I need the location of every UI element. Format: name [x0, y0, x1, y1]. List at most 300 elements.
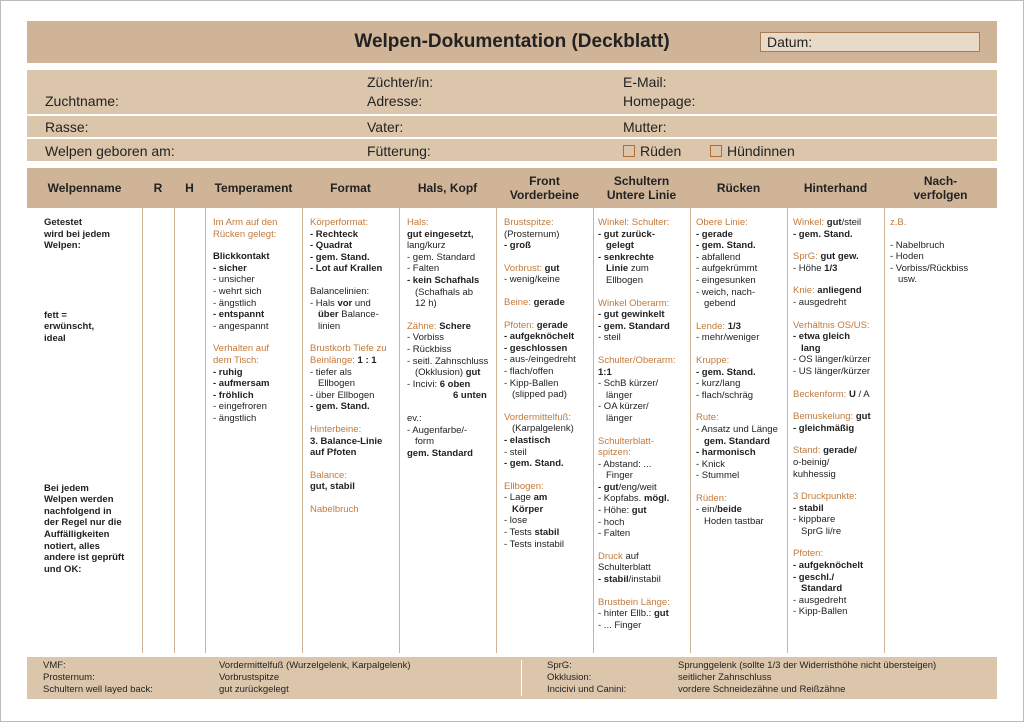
section-heading — [793, 389, 883, 401]
column-divider — [884, 168, 885, 653]
list-item: - seitl. Zahnschluss — [407, 355, 489, 367]
list-item: - gem. Stand. — [793, 228, 853, 240]
list-item: - kein Schafhals — [407, 274, 480, 286]
list-item: - OS länger/kürzer — [793, 354, 871, 366]
list-item: lang — [801, 342, 821, 354]
list-item: gem. Standard — [407, 447, 473, 459]
text: 1/3 — [824, 262, 838, 274]
list-item: - ängstlich — [213, 412, 257, 424]
text: zum — [630, 263, 649, 275]
list-item: - aus-/eingedreht — [504, 354, 576, 366]
text: stabil — [534, 527, 560, 539]
list-item: - Vorbiss/Rückbiss — [890, 262, 969, 274]
section-heading — [310, 355, 398, 367]
text: SprG: — [793, 251, 818, 263]
list-item: (Prosternum) — [504, 228, 560, 240]
section-heading: Brustspitze: — [504, 217, 554, 228]
list-item: - weich, nach- — [696, 286, 756, 298]
col-hinterhand-header: Hinterhand — [803, 181, 868, 195]
list-item: - Rechteck — [310, 228, 359, 240]
welpen-note-line: der Regel nur die — [44, 517, 122, 529]
section-heading: Verhalten auf — [213, 343, 269, 355]
rasse-label: Rasse: — [45, 119, 89, 135]
list-item: Körper — [512, 503, 544, 515]
column-divider — [142, 168, 143, 653]
date-field[interactable]: Datum: — [760, 32, 980, 52]
list-item: - steil — [598, 332, 621, 344]
list-item: gem. Standard — [704, 435, 770, 447]
list-item: - gem. Standard — [598, 320, 670, 332]
text: Stand: — [793, 445, 821, 457]
text: und — [354, 297, 371, 309]
text: /steil — [841, 217, 862, 228]
text: anliegend — [817, 285, 862, 297]
welpen-note-line: wird bei jedem — [44, 228, 110, 240]
list-item: - Vorbiss — [407, 332, 444, 344]
glossary-definition: Vorbrustspitze — [219, 672, 280, 683]
text: auf — [625, 550, 639, 562]
list-item: - flach/offen — [504, 365, 554, 377]
section-heading: Obere Linie: — [696, 217, 748, 228]
text: 6 oben — [439, 378, 471, 390]
welpen-note-line: ideal — [44, 332, 66, 344]
info-row-breeder — [27, 70, 997, 114]
table-header — [27, 168, 997, 208]
text: - Lage — [504, 492, 531, 504]
text: gut — [544, 262, 560, 274]
column-divider — [787, 168, 788, 653]
welpen-note-line: Auffälligkeiten — [44, 528, 110, 540]
list-item: auf Pfoten — [310, 447, 357, 459]
list-item: - Falten — [598, 528, 631, 540]
list-item: - geschl./ — [793, 571, 835, 583]
welpen-note-line: fett = — [44, 309, 67, 321]
list-item: - aufgeknöchelt — [793, 560, 864, 572]
section-heading: Winkel Oberarm: — [598, 297, 670, 309]
section-heading: Rücken gelegt: — [213, 228, 277, 240]
text: Druck — [598, 550, 623, 562]
section-heading: Körperformat: — [310, 217, 369, 228]
section-heading — [504, 297, 592, 309]
footer-glossary — [27, 657, 997, 699]
text: - Incivi: — [407, 378, 438, 390]
welpen-note-line: Welpen: — [44, 240, 81, 252]
list-item: - US länger/kürzer — [793, 365, 871, 377]
section-heading: dem Tisch: — [213, 354, 259, 366]
section-heading: Ellbogen: — [504, 480, 544, 492]
column-divider — [593, 168, 594, 653]
list-item: Hoden tastbar — [704, 516, 764, 528]
glossary-term: Incicivi und Canini: — [547, 684, 627, 695]
list-item: Finger — [606, 470, 633, 482]
glossary-term: VMF: — [43, 660, 66, 671]
section-heading — [793, 445, 883, 457]
list-item: gut eingesetzt, — [407, 228, 474, 240]
list-item: - elastisch — [504, 434, 551, 446]
page-title: Welpen-Dokumentation (Deckblatt) — [354, 31, 670, 52]
zuchtname-label: Zuchtname: — [45, 93, 119, 109]
col-schultern — [598, 217, 688, 631]
welpen-note-line: andere ist geprüft — [44, 552, 125, 564]
list-item: - ausgedreht — [793, 594, 847, 606]
text: über — [318, 309, 339, 321]
list-item: - Knick — [696, 458, 726, 470]
section-heading — [598, 551, 688, 563]
welpen-note-line: Welpen werden — [44, 494, 114, 506]
list-item: Ellbogen — [318, 378, 355, 390]
section-heading: Kruppe: — [696, 354, 730, 366]
list-item: - wehrt sich — [213, 285, 262, 297]
list-item: (Karpalgelenk) — [512, 423, 574, 435]
info-row-birth — [27, 139, 997, 161]
glossary-term: Schultern well layed back: — [43, 684, 153, 695]
col-format-header: Format — [330, 181, 371, 195]
text: gut — [826, 217, 842, 228]
section-heading — [793, 251, 883, 263]
list-item: - Nabelbruch — [890, 239, 945, 251]
section-heading: Brustkorb Tiefe zu — [310, 343, 387, 355]
list-item: - SchB kürzer/ — [598, 378, 659, 390]
list-item — [598, 263, 688, 275]
list-item: - stabil — [793, 502, 824, 514]
list-item: - ... Finger — [598, 619, 642, 631]
list-item: gut, stabil — [310, 481, 355, 493]
list-item: 1:1 — [598, 366, 612, 378]
col-nachverfolgen — [890, 217, 990, 286]
text: - hinter Ellb.: — [598, 608, 652, 620]
section-heading: Hals: — [407, 217, 429, 228]
col-welpenname-header: Welpenname — [47, 181, 122, 195]
list-item: - gem. Standard — [407, 251, 476, 263]
section-heading: 3 Druckpunkte: — [793, 491, 857, 503]
text: - Höhe — [793, 262, 822, 274]
col-nach-line2: verfolgen — [913, 188, 968, 202]
text: beide — [717, 504, 742, 516]
list-item — [310, 298, 398, 310]
col-format — [310, 217, 398, 515]
list-item: - mehr/weniger — [696, 332, 760, 344]
section-heading: Schulterblatt- — [598, 435, 654, 447]
list-item: - gut zurück- — [598, 228, 655, 240]
section-heading — [504, 320, 592, 332]
list-item: - angespannt — [213, 320, 269, 332]
list-item: - harmonisch — [696, 447, 756, 459]
list-item: - ausgedreht — [793, 296, 847, 308]
text: - ein/ — [696, 504, 718, 516]
section-heading: Pfoten: — [793, 548, 824, 560]
list-item: - kippbare — [793, 514, 836, 526]
list-item: 12 h) — [415, 298, 437, 310]
text: Vorbrust: — [504, 262, 543, 274]
homepage-label: Homepage: — [623, 93, 696, 109]
column-divider — [302, 168, 303, 653]
section-heading — [696, 321, 786, 333]
email-label: E-Mail: — [623, 74, 667, 90]
text: mögl. — [643, 493, 670, 505]
col-welpenname — [44, 217, 139, 575]
section-heading: Balancelinien: — [310, 285, 370, 297]
section-heading: Im Arm auf den — [213, 217, 278, 228]
list-item: - Quadrat — [310, 240, 353, 252]
list-item: Ellbogen — [606, 274, 643, 286]
section-heading: Balance: — [310, 469, 347, 481]
column-divider — [205, 168, 206, 653]
list-item: - Kipp-Ballen — [504, 377, 559, 389]
list-item: 3. Balance-Linie — [310, 435, 383, 447]
glossary-term: SprG: — [547, 660, 572, 671]
section-heading: Rüden: — [696, 492, 727, 504]
col-ruecken-header: Rücken — [716, 181, 761, 195]
footer-divider — [521, 660, 522, 696]
text: 1 : 1 — [357, 354, 377, 366]
list-item: - ruhig — [213, 366, 243, 378]
list-item: - unsicher — [213, 274, 255, 286]
text: Beine: — [504, 296, 531, 308]
text: gerade — [536, 319, 568, 331]
glossary-term: Okklusion: — [547, 672, 592, 683]
text: Pfoten: — [504, 319, 535, 331]
list-item: kuhhessig — [793, 468, 836, 480]
text: gut — [465, 367, 481, 379]
list-item: - gem. Stand. — [310, 401, 370, 413]
info-row-breed — [27, 116, 997, 137]
text: Beinlänge: — [310, 354, 355, 366]
col-r-header: R — [153, 181, 163, 195]
section-heading: Nabelbruch — [310, 503, 359, 515]
welpen-note-line: notiert, alles — [44, 540, 100, 552]
list-item — [793, 263, 883, 275]
text: (Okklusion) — [415, 367, 464, 379]
section-heading: Rute: — [696, 412, 719, 424]
glossary-definition: gut zurückgelegt — [219, 684, 289, 695]
col-schultern-header — [593, 168, 690, 208]
glossary-definition: Sprunggelenk (sollte 1/3 der Widerristhöhe nicht übersteigen) — [678, 660, 937, 671]
col-front — [504, 217, 592, 550]
text: gut — [653, 608, 669, 620]
list-item — [696, 504, 786, 516]
section-heading: Blickkontakt — [213, 251, 270, 263]
glossary-definition: Vordermittelfuß (Wurzelgelenk, Karpalgelenk) — [219, 660, 411, 671]
text: gerade/ — [823, 445, 857, 457]
list-item — [504, 527, 592, 539]
list-item: - gut gewinkelt — [598, 309, 665, 321]
text: - Höhe: — [598, 505, 630, 517]
list-item: gelegt — [606, 240, 634, 252]
list-item: Standard — [801, 583, 843, 595]
list-item: - lose — [504, 515, 528, 527]
list-item: lang/kurz — [407, 240, 446, 252]
list-item: - gem. Stand. — [310, 251, 370, 263]
text: gerade — [533, 296, 565, 308]
list-item: - geschlossen — [504, 342, 568, 354]
list-item: - senkrechte — [598, 251, 654, 263]
text: 1/3 — [727, 320, 741, 332]
text: gut — [855, 411, 871, 423]
welpen-note-line: Bei jedem — [44, 482, 89, 494]
section-heading — [504, 263, 592, 275]
section-heading — [407, 321, 495, 333]
text: /eng/weit — [618, 481, 657, 493]
text: U — [848, 388, 856, 400]
section-heading — [793, 285, 883, 297]
col-nach-line1: Nach- — [923, 174, 958, 188]
geboren-label: Welpen geboren am: — [45, 143, 175, 159]
welpen-note-line: nachfolgend in — [44, 505, 112, 517]
list-item: - flach/schräg — [696, 389, 754, 401]
list-item: - gleichmäßig — [793, 422, 855, 434]
list-item: - Lot auf Krallen — [310, 263, 383, 275]
text: Lende: — [696, 320, 726, 332]
text: Knie: — [793, 285, 815, 297]
text: Schere — [439, 320, 471, 332]
list-item: - Ansatz und Länge — [696, 423, 778, 435]
list-item — [598, 493, 688, 505]
list-item: - Augenfarbe/- — [407, 424, 468, 436]
col-schultern-line2: Untere Linie — [606, 188, 677, 202]
list-item: - eingefroren — [213, 401, 267, 413]
welpen-note-line: erwünscht, — [44, 321, 95, 333]
col-h-header: H — [185, 181, 194, 195]
glossary-term: Prosternum: — [43, 672, 95, 683]
text: vor — [337, 297, 353, 309]
list-item: - Hoden — [890, 251, 924, 263]
list-item: linien — [318, 320, 341, 332]
column-divider — [174, 168, 175, 653]
text: - Tests — [504, 527, 532, 539]
list-item: - fröhlich — [213, 389, 254, 401]
list-item: usw. — [898, 274, 918, 286]
col-temperament-header: Temperament — [214, 181, 293, 195]
list-item: (slipped pad) — [512, 389, 567, 401]
list-item: - gem. Stand. — [504, 458, 564, 470]
section-heading: Schulter/Oberarm: — [598, 354, 676, 366]
welpen-note-line: und OK: — [44, 563, 82, 575]
col-hals — [407, 217, 495, 459]
list-item: form — [415, 436, 434, 448]
list-item: - tiefer als — [310, 366, 352, 378]
text: Beckenform: — [793, 388, 847, 400]
rueden-checkbox[interactable] — [623, 143, 681, 159]
section-heading: Vordermittelfuß: — [504, 411, 572, 423]
list-item: - wenig/keine — [504, 274, 560, 286]
text: gut — [631, 505, 647, 517]
column-divider — [399, 168, 400, 653]
list-item: - abfallend — [696, 251, 741, 263]
list-item: SprG li/re — [801, 525, 842, 537]
col-schultern-line1: Schultern — [613, 174, 670, 188]
list-item: - aufgeknöchelt — [504, 331, 575, 343]
list-item: gebend — [704, 298, 736, 310]
text: Balance- — [341, 309, 379, 321]
section-heading: z.B. — [890, 217, 907, 228]
text: - gut — [598, 481, 619, 493]
text: gut gew. — [820, 251, 859, 263]
text: /instabil — [628, 574, 661, 586]
list-item: - Tests instabil — [504, 538, 565, 550]
col-hals-header: Hals, Kopf — [417, 181, 478, 195]
list-item: - steil — [504, 446, 527, 458]
list-item: - aufgekrümmt — [696, 263, 758, 275]
col-nachverfolgen-header — [884, 168, 997, 208]
col-hinterhand — [793, 217, 883, 618]
list-item: - eingesunken — [696, 274, 756, 286]
list-item — [598, 505, 688, 517]
vater-label: Vater: — [367, 119, 404, 135]
text: am — [533, 492, 548, 504]
zuechter-label: Züchter/in: — [367, 74, 434, 90]
huendinnen-checkbox[interactable] — [710, 143, 795, 159]
list-item: o-beinig/ — [793, 456, 830, 468]
list-item: Schulterblatt — [598, 562, 651, 574]
col-front-line1: Front — [529, 174, 560, 188]
text: Zähne: — [407, 320, 437, 332]
mutter-label: Mutter: — [623, 119, 667, 135]
text: Bemuskelung: — [793, 411, 854, 423]
glossary-definition: seitlicher Zahnschluss — [678, 672, 772, 683]
list-item: - Kipp-Ballen — [793, 606, 848, 618]
column-divider — [690, 168, 691, 653]
section-heading: spitzen: — [598, 447, 631, 459]
list-item: - entspannt — [213, 309, 265, 321]
list-item: - gem. Stand. — [696, 366, 756, 378]
list-item: - gem. Stand. — [696, 240, 756, 252]
section-heading: ev.: — [407, 412, 422, 424]
fuetterung-label: Fütterung: — [367, 143, 431, 159]
list-item: länger — [606, 389, 633, 401]
checkbox-icon[interactable] — [710, 145, 722, 157]
list-item: - etwa gleich — [793, 331, 851, 343]
col-front-line2: Vorderbeine — [509, 188, 580, 202]
checkbox-icon[interactable] — [623, 145, 635, 157]
list-item: - Falten — [407, 263, 440, 275]
list-item: - Abstand: ... — [598, 458, 652, 470]
text: Winkel: — [793, 217, 825, 228]
title-bar — [27, 21, 997, 63]
section-heading — [793, 217, 883, 229]
list-item — [598, 574, 688, 586]
list-item: - aufmersam — [213, 378, 270, 390]
section-heading — [793, 411, 883, 423]
list-item — [407, 379, 495, 391]
list-item: - OA kürzer/ — [598, 401, 649, 413]
text: - Hals — [310, 297, 335, 309]
col-temperament — [213, 217, 301, 425]
section-heading: Verhältnis OS/US: — [793, 319, 870, 331]
text: Linie — [606, 263, 629, 275]
list-item: - Rückbiss — [407, 343, 452, 355]
list-item: (Schafhals ab — [415, 286, 474, 298]
list-item: - groß — [504, 240, 531, 252]
list-item — [310, 309, 398, 321]
section-heading: Hinterbeine: — [310, 423, 362, 435]
col-front-header — [496, 168, 593, 208]
list-item: - sicher — [213, 262, 247, 274]
column-divider — [496, 168, 497, 653]
list-item — [598, 482, 688, 494]
huendinnen-label: Hündinnen — [727, 143, 795, 159]
adresse-label: Adresse: — [367, 93, 423, 109]
list-item: länger — [606, 412, 633, 424]
list-item: - ängstlich — [213, 297, 257, 309]
glossary-definition: vordere Schneidezähne und Reißzähne — [678, 684, 846, 695]
list-item — [504, 492, 592, 504]
list-item — [598, 608, 688, 620]
col-ruecken — [696, 217, 786, 528]
text: - Kopfabs. — [598, 493, 642, 505]
welpen-note-line: Getestet — [44, 217, 83, 228]
section-heading: Winkel: Schulter: — [598, 217, 670, 228]
rueden-label: Rüden — [640, 143, 682, 159]
